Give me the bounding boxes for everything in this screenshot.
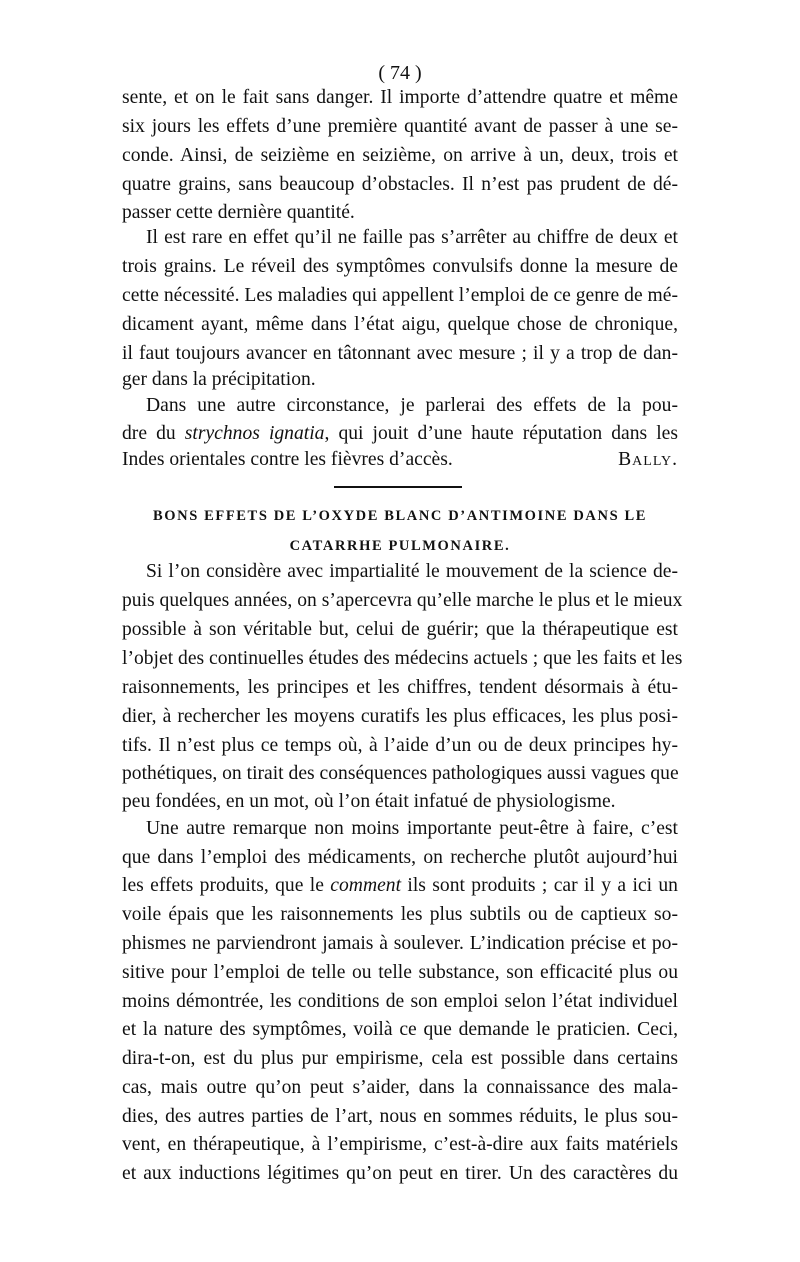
text-line: peu fondées, en un mot, où l’on était infatué de physiologisme. [122, 791, 616, 812]
section-heading-line-1: BONS EFFETS DE L’OXYDE BLANC D’ANTIMOINE DANS LE [152, 508, 647, 524]
text-line: cette nécessité. Les maladies qui appellent l’emploi de ce genre de mé- [122, 285, 679, 306]
text-line: Dans une autre circonstance, je parlerai des effets de la pou- [146, 395, 678, 416]
text-line [122, 420, 678, 448]
italic-term: strychnos ignatia [184, 423, 325, 444]
text-line: phismes ne parviendront jamais à soulever. L’indication précise et po- [122, 933, 678, 954]
text-segment: Indes orientales contre les fièvres d’accès. [122, 449, 453, 470]
text-line: puis quelques années, on s’apercevra qu’elle marche le plus et le mieux [122, 590, 683, 611]
text-line: et la nature des symptômes, voilà ce que demande le praticien. Ceci, [122, 1019, 678, 1040]
text-line [122, 446, 678, 474]
text-line: possible à son véritable but, celui de guérir; que la thérapeutique est [122, 619, 678, 640]
text-line: six jours les effets d’une première quantité avant de passer à une se- [122, 116, 678, 137]
text-line: pothétiques, on tirait des conséquences pathologiques aussi vagues que [122, 763, 679, 784]
text-line: Une autre remarque non moins importante peut-être à faire, c’est [146, 818, 678, 839]
text-line: dira-t-on, est du plus pur empirisme, cela est possible dans certains [122, 1048, 678, 1069]
section-heading-line-2: CATARRHE PULMONAIRE. [289, 538, 511, 554]
text-segment: , qui jouit d’une haute réputation dans les [324, 423, 678, 444]
text-line [122, 872, 678, 900]
text-line: dicament ayant, même dans l’état aigu, quelque chose de chronique, [122, 314, 678, 335]
text-line: et aux inductions légitimes qu’on peut en tirer. Un des caractères du [122, 1163, 678, 1184]
text-segment: ils sont produits ; car il y a ici un [401, 875, 678, 896]
text-line: sitive pour l’emploi de telle ou telle substance, son efficacité plus ou [122, 962, 678, 983]
text-segment: les effets produits, que le [122, 875, 331, 896]
text-line: l’objet des continuelles études des médecins actuels ; que les faits et les [122, 648, 683, 669]
text-line: conde. Ainsi, de seizième en seizième, on arrive à un, deux, trois et [122, 145, 678, 166]
text-line: vent, en thérapeutique, à l’empirisme, c’est-à-dire aux faits matériels [122, 1134, 678, 1155]
text-line: sente, et on le fait sans danger. Il importe d’attendre quatre et même [122, 87, 678, 108]
text-line: dier, à rechercher les moyens curatifs les plus efficaces, les plus posi- [122, 706, 678, 727]
text-line: que dans l’emploi des médicaments, on recherche plutôt aujourd’hui [122, 847, 678, 868]
text-line: Il est rare en effet qu’il ne faille pas s’arrêter au chiffre de deux et [146, 227, 678, 248]
text-line: tifs. Il n’est plus ce temps où, à l’aide d’un ou de deux principes hy- [122, 735, 678, 756]
text-line: il faut toujours avancer en tâtonnant avec mesure ; il y a trop de dan- [122, 343, 678, 364]
text-line: dies, des autres parties de l’art, nous en sommes réduits, le plus sou- [122, 1106, 678, 1127]
text-segment: dre du [122, 423, 185, 444]
author-signature: Bally. [618, 449, 678, 470]
section-divider [334, 486, 462, 488]
italic-term: comment [330, 875, 402, 896]
text-line: trois grains. Le réveil des symptômes convulsifs donne la mesure de [122, 256, 678, 277]
text-line: passer cette dernière quantité. [122, 202, 355, 223]
text-line: ger dans la précipitation. [122, 369, 316, 390]
text-line: raisonnements, les principes et les chiffres, tendent désormais à étu- [122, 677, 678, 698]
text-line: quatre grains, sans beaucoup d’obstacles. Il n’est pas prudent de dé- [122, 174, 678, 195]
text-line: voile épais que les raisonnements les plus subtils ou de captieux so- [122, 904, 678, 925]
text-line: Si l’on considère avec impartialité le mouvement de la science de- [146, 561, 678, 582]
text-line: moins démontrée, les conditions de son emploi selon l’état individuel [122, 991, 678, 1012]
page-number: ( 74 ) [378, 62, 422, 84]
text-line: cas, mais outre qu’on peut s’aider, dans la connaissance des mala- [122, 1077, 678, 1098]
